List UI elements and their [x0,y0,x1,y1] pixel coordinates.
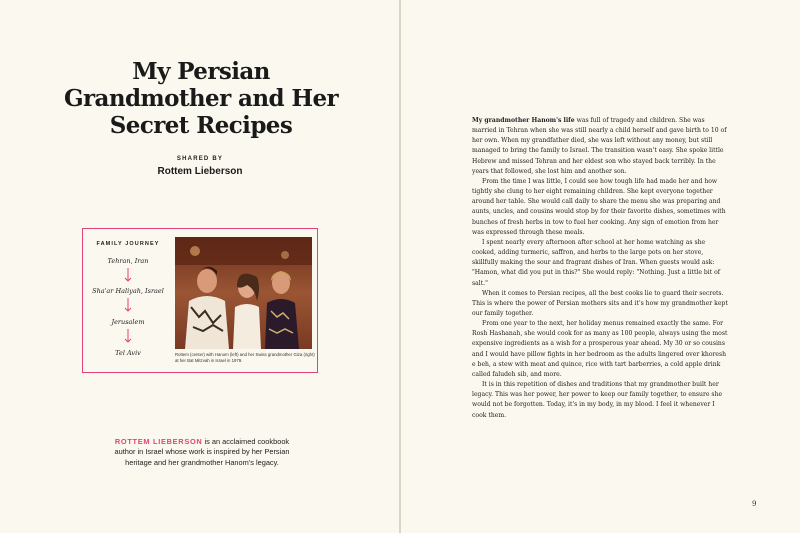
family-journey-box [82,228,318,373]
photo-caption: Rottem (center) with Hanom (left) and her Swiss grandmother Giza (right) at her Bat Mitzvah in Israel in 1979. [175,352,315,363]
journey-heading: FAMILY JOURNEY [96,241,160,247]
arrow-down-icon [120,328,136,344]
author-name: Rottem Lieberson [157,166,243,177]
page-title: My Persian Grandmother and Her Secret Recipes [63,58,339,139]
journey-stop: Tel Aviv [115,349,141,357]
shared-by-label: SHARED BY [176,156,224,162]
article-lead: My grandmother Hanom's life [472,117,575,124]
article-paragraph: From one year to the next, her holiday menus remained exactly the same. For Rosh Hashanah, she would cook for as many as 100 people, always using the most expensive ingredients as a wish for a prosperous year ahead. My 30 or so cousins and I would have pillow fights in her bedroom as the adults lingered over khoresh e beh, a stew with meat and quince, rice with tart barberries, a cold apple drink called faludeh sib, and more. [472,320,728,378]
family-photo [175,237,312,349]
article-paragraph: I spent nearly every afternoon after school at her home watching as she cooked, adding turmeric, saffron, and herbs to the large pots on her stove, skillfully making the sour and fragrant dishes of Iran. When guests would ask: "Hamon, what did you put in this?" She would reply: "Nothing. Just a little bit of salt." [472,238,721,287]
author-bio [104,437,300,468]
journey-stop: Sha'ar Haliyah, Israel [92,287,164,295]
arrow-down-icon [120,267,136,283]
article-paragraph: It is in this repetition of dishes and traditions that my grandmother built her legacy. This was her power, her power to keep our family together, to ensure she would not be forgotten. Today, it's in my body, in my blood. I feel it whenever I cook them. [472,381,723,419]
bio-text: is an acclaimed cookbook author in Israel whose work is inspired by her Persian heritage and her grandmother Hanom's legacy. [114,437,290,467]
bio-name: ROTTEM LIEBERSON [114,437,203,446]
article-paragraph: From the time I was little, I could see how tough life had made her and how tightly she clung to her eight remaining children. She kept everyone together around her table. She would call daily to share the menu she was preparing and aunts, uncles, and cousins would stop by for their favorite dishes, sometimes with bunches of fresh herbs in tow to fuel her cooking. Any sign of emotion from her was expressed through these meals. [472,177,726,236]
article-paragraph: My grandmother Hanom's life was full of tragedy and children. She was married in Tehran when she was still nearly a child herself and gave birth to 10 of her own. When my grandfather died, she was left without any money, but still managed to bring the family to Israel. The transition wasn't easy. She spoke little Hebrew and missed Tehran and her eldest son who stayed back terribly. In the years that followed, she lost him and another son. [472,117,727,175]
article-body [472,116,728,421]
journey-stop: Tehran, Iran [107,257,149,265]
journey-stop: Jerusalem [111,318,145,326]
page-gutter [399,0,401,533]
arrow-down-icon [120,297,136,313]
page-number: 9 [752,500,757,508]
article-paragraph: When it comes to Persian recipes, all the best cooks lie to guard their secrets. This is where the power of Persian mothers sits and it's how my grandmother kept our family together. [472,289,728,317]
